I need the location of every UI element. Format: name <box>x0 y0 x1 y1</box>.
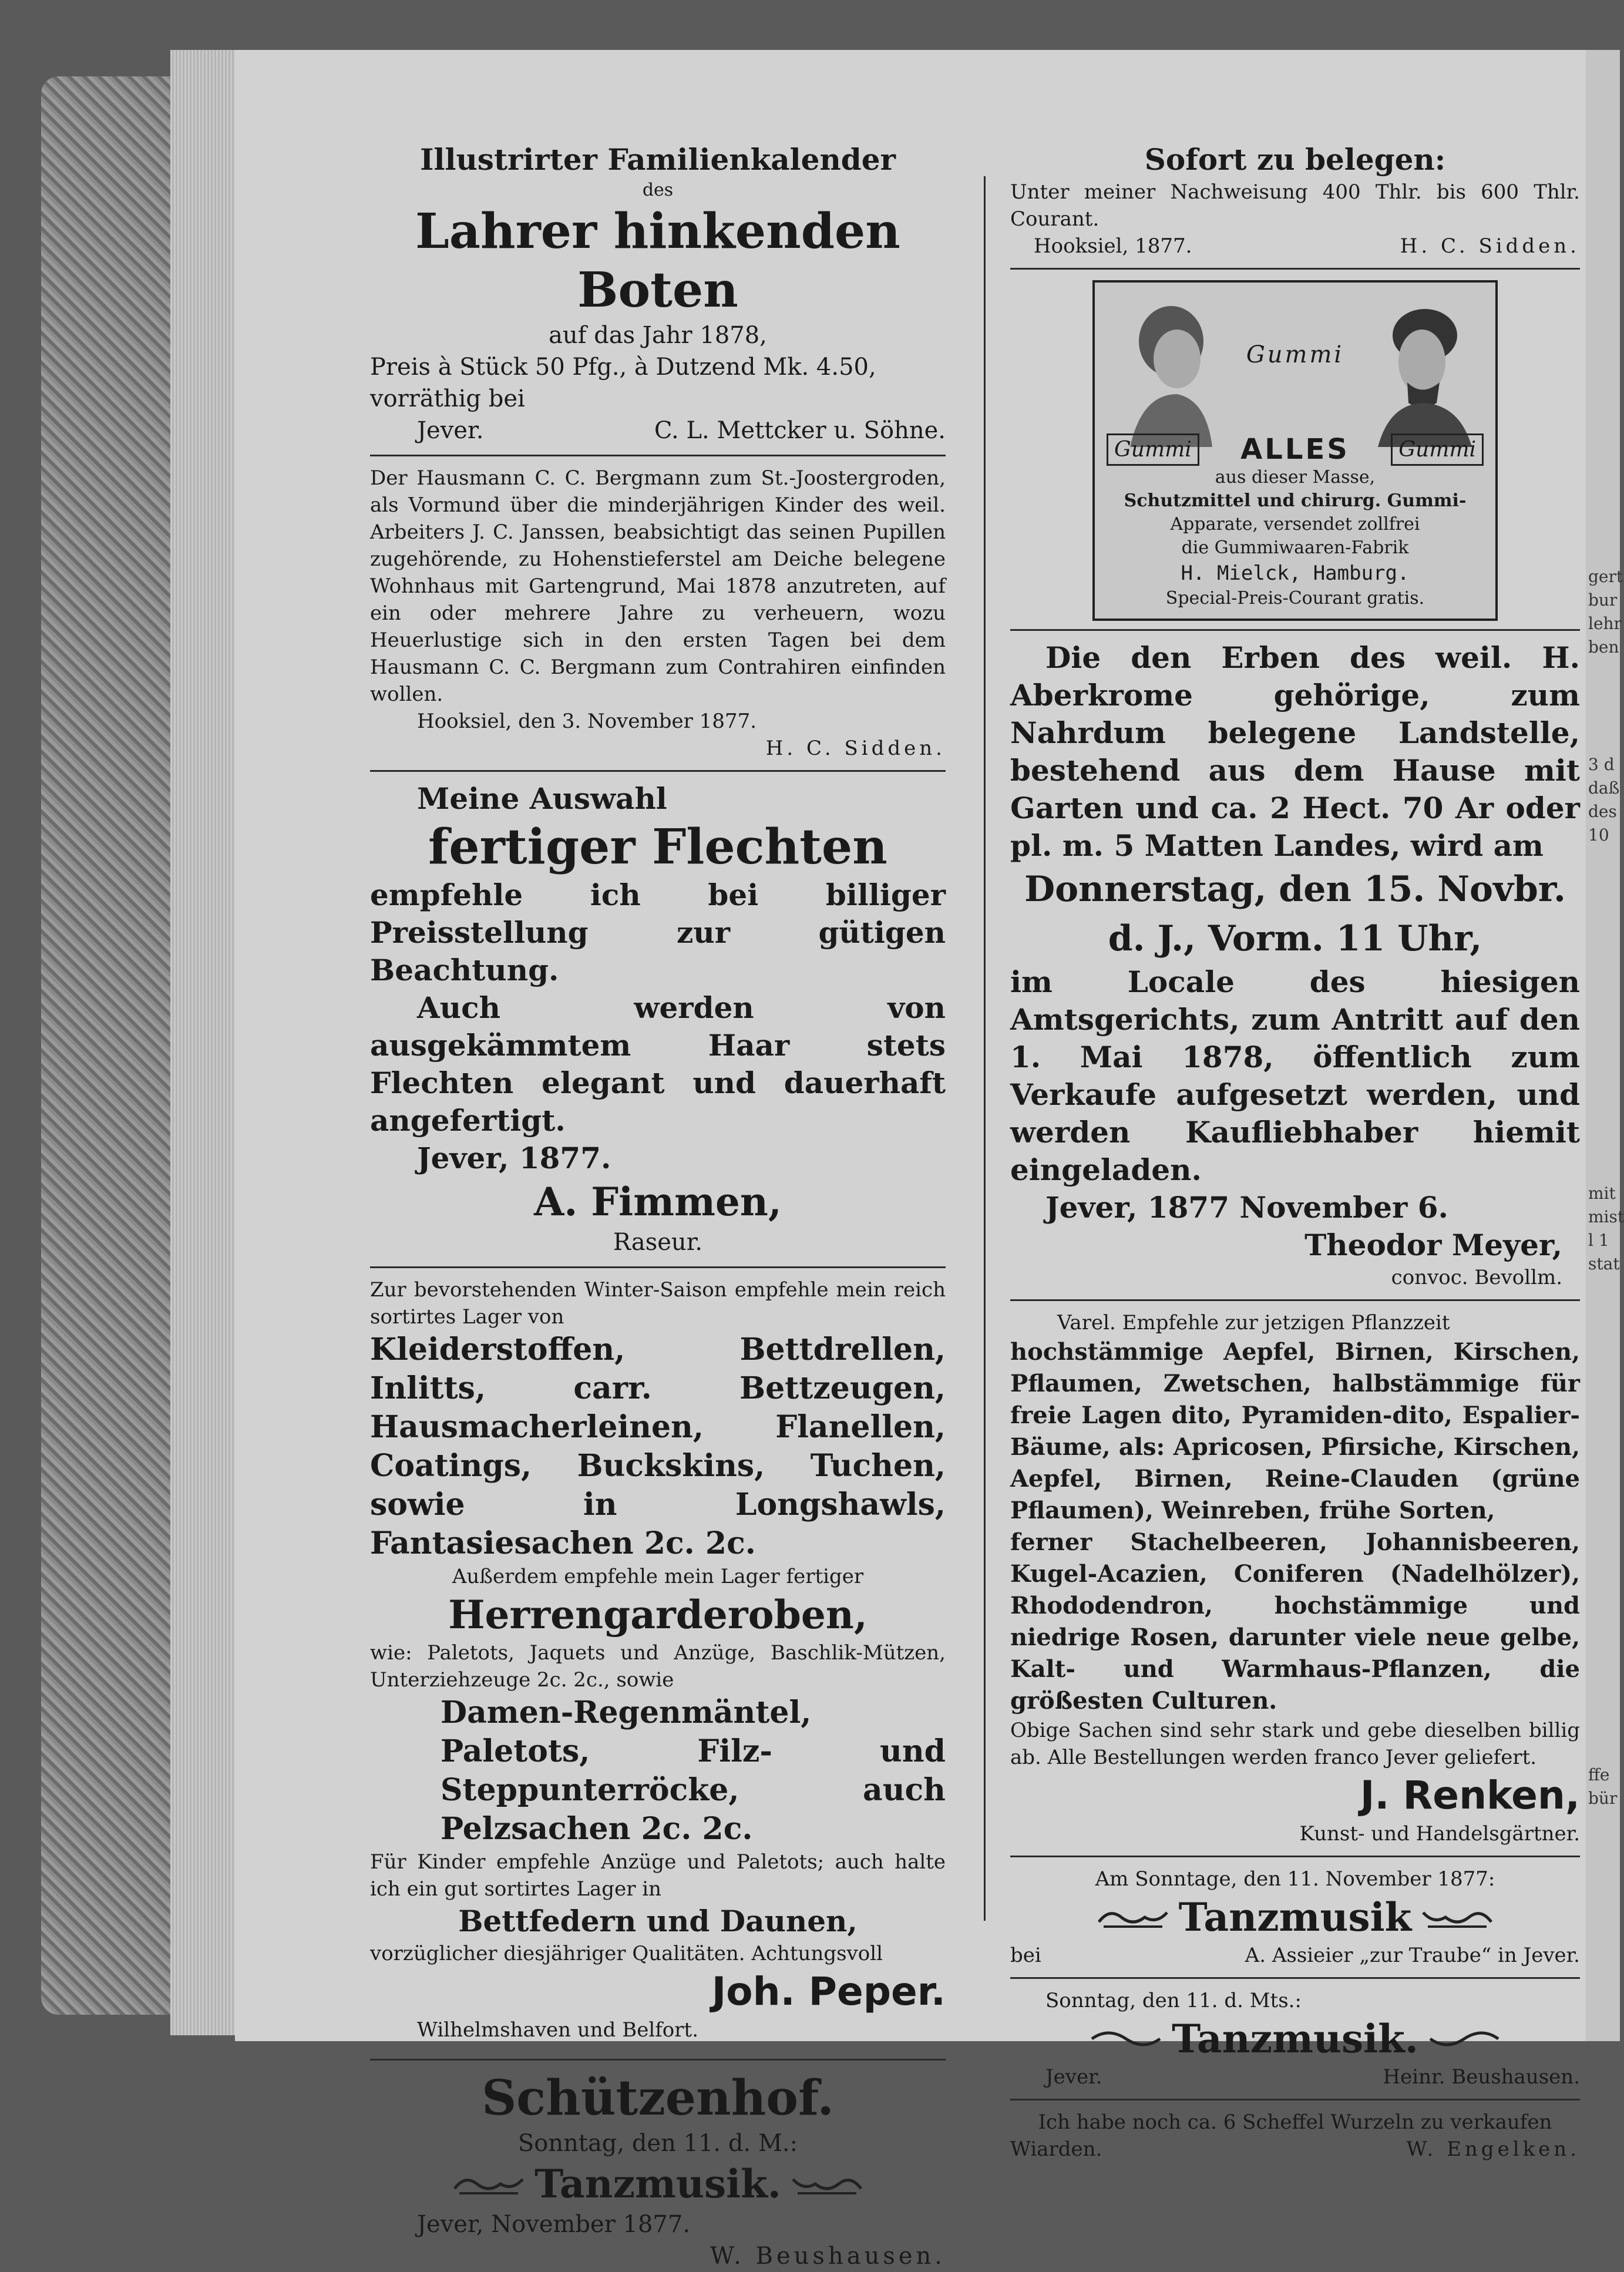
kalender-des: des <box>642 180 674 200</box>
peper-name: Joh. Peper. <box>711 1969 946 2014</box>
gummi-left: Gummi <box>1107 433 1199 466</box>
meyer-place: Jever, 1877 November 6. <box>1045 1190 1448 1225</box>
schuetzenhof-event: Tanzmusik. <box>534 2161 781 2207</box>
gummi-line3: Apparate, versendet zollfrei <box>1170 514 1420 535</box>
strip-text: ffe <box>1588 1765 1610 1784</box>
renken-text: hochstämmige Aepfel, Birnen, Kirschen, Pflaumen, Zwetschen, halbstämmige für freie Lagen dito, Pyramiden-dito, Espalier-Bäume, als: Apricosen, Pfirsiche, Kirschen, Aepfel, Birnen, Reine-Clauden (grüne Pflaumen), Weinreben, frühe Sorten, <box>1010 1338 1580 1524</box>
fimmen-headline: fertiger Flechten <box>428 819 887 875</box>
left-column <box>370 141 946 2272</box>
schuetzenhof-date: Sonntag, den 11. d. M.: <box>517 2130 798 2157</box>
strip-text: bur <box>1588 590 1618 610</box>
gummi-center: ALLES <box>1240 433 1350 466</box>
ad-sofort <box>1010 141 1580 260</box>
renken-name: J. Renken, <box>1360 1773 1580 1818</box>
bergmann-date: Hooksiel, den 3. November 1877. <box>417 710 757 733</box>
kalender-title: Illustrirter Familienkalender <box>420 142 896 177</box>
traube-event-row <box>1010 1893 1580 1942</box>
ad-renken <box>1010 1309 1580 1847</box>
beushausen-sign: Heinr. Beushausen. <box>1383 2065 1580 2089</box>
peper-kinder: Für Kinder empfehle Anzüge und Paletots; auch halte ich ein gut sortirtes Lager in <box>370 1850 946 1901</box>
kalender-place: Jever. <box>417 417 484 444</box>
sofort-title: Sofort zu belegen: <box>1144 142 1446 177</box>
meyer-text: Die den Erben des weil. H. Aberkrome gehörige, zum Nahrdum belegene Landstelle, bestehend aus dem Hause mit Garten und ca. 2 Hect. 70 Ar oder pl. m. 5 Matten Landes, wird am <box>1010 640 1580 863</box>
strip-text: l 1 <box>1588 1231 1609 1250</box>
sofort-sign: H. C. Sidden. <box>1400 234 1580 258</box>
bergmann-text: Der Hausmann C. C. Bergmann zum St.-Joostergroden, als Vormund über die minderjährigen Kinder des weil. Arbeiters J. C. Janssen, beabsichtigt das seinen Pupillen zugehörende, zu Hohenstieferstel am Deiche belegene Wohnhaus mit Gartengrund, Mai 1878 anzutreten, auf ein oder mehrere Jahre zu verheuern, wozu Heuerlustige sich in den ersten Tagen bei dem Hausmann C. C. Bergmann zum Contrahiren einfinden wollen. <box>370 466 946 706</box>
woman-portrait-icon <box>1107 294 1224 447</box>
flourish-right-icon <box>1429 2026 1499 2052</box>
strip-text: ben <box>1588 637 1619 657</box>
divider <box>370 2059 946 2061</box>
peper-headline: Herrengarderoben, <box>448 1592 868 1638</box>
traube-footer <box>1010 1942 1580 1969</box>
meyer-text2: im Locale des hiesigen Amtsgerichts, zum Antritt auf den 1. Mai 1878, öffentlich zum Verkaufe aufgesetzt werden, und werden Kaufliebhaber hiemit eingeladen. <box>1010 964 1580 1187</box>
fimmen-intro: Meine Auswahl <box>417 781 667 816</box>
fimmen-text2: Auch werden von ausgekämmtem Haar stets Flechten elegant und dauerhaft angefertigt. <box>370 990 946 1138</box>
strip-text: mit <box>1588 1184 1616 1203</box>
renken-intro: Varel. Empfehle zur jetzigen Pflanzzeit <box>1057 1311 1450 1335</box>
renken-role: Kunst- und Handelsgärtner. <box>1299 1822 1580 1846</box>
divider <box>370 1266 946 1268</box>
book-binding <box>41 76 176 2015</box>
ad-schuetzenhof <box>370 2069 946 2272</box>
engelken-sign: W. Engelken. <box>1406 2137 1580 2161</box>
ad-kalender <box>370 141 946 446</box>
peper-quality: vorzüglicher diesjähriger Qualitäten. Achtungsvoll <box>370 1942 883 1965</box>
divider <box>1010 1856 1580 1857</box>
strip-text: mist <box>1588 1207 1624 1226</box>
divider <box>1010 268 1580 270</box>
strip-text: 10 <box>1588 825 1609 845</box>
kalender-avail: vorräthig bei <box>370 385 525 412</box>
ad-traube <box>1010 1866 1580 1969</box>
ad-fimmen <box>370 780 946 1258</box>
ad-meyer <box>1010 639 1580 1291</box>
peper-damen: Damen-Regenmäntel, Paletots, Filz- und Steppunterröcke, auch Pelzsachen 2c. 2c. <box>441 1695 946 1847</box>
fimmen-text1: empfehle ich bei billiger Preisstellung zur gütigen Beachtung. <box>370 878 946 987</box>
column-divider <box>984 176 986 1921</box>
bergmann-sign: H. C. Sidden. <box>765 737 946 760</box>
strip-text: bür <box>1588 1789 1618 1808</box>
gummi-right: Gummi <box>1391 433 1484 466</box>
divider <box>1010 629 1580 631</box>
beushausen-event-row <box>1010 2014 1580 2063</box>
man-portrait-icon <box>1366 294 1484 447</box>
gummi-arch: Gummi <box>1246 341 1344 368</box>
traube-date: Am Sonntage, den 11. November 1877: <box>1095 1867 1495 1891</box>
renken-text2: ferner Stachelbeeren, Johannisbeeren, Kugel-Acazien, Coniferen (Nadelhölzer), Rhododendron, hochstämmige und niedrige Rosen, darunter viele neue gelbe, Kalt- und Warmhaus-Pflanzen, die größesten Culturen. <box>1010 1528 1580 1715</box>
gummi-line6: Special-Preis-Courant gratis. <box>1165 588 1425 609</box>
strip-text: lehr <box>1588 614 1622 633</box>
strip-text: stat <box>1588 1254 1620 1273</box>
gummi-line2: Schutzmittel und chirurg. Gummi- <box>1124 490 1467 511</box>
divider <box>1010 1299 1580 1301</box>
strip-text: gert <box>1588 567 1623 586</box>
divider <box>1010 2099 1580 2100</box>
strip-text: 3 d <box>1588 755 1615 774</box>
right-column <box>1010 141 1580 2163</box>
ad-gummi <box>1092 280 1498 621</box>
beushausen-event: Tanzmusik. <box>1172 2016 1418 2062</box>
kalender-price: Preis à Stück 50 Pfg., à Dutzend Mk. 4.50, <box>370 354 876 381</box>
kalender-footer <box>370 415 946 446</box>
peper-place: Wilhelmshaven und Belfort. <box>417 2018 699 2042</box>
engelken-text: Ich habe noch ca. 6 Scheffel Wurzeln zu verkaufen <box>1038 2110 1552 2134</box>
sofort-place: Hooksiel, 1877. <box>1034 234 1192 258</box>
schuetzenhof-place: Jever, November 1877. <box>417 2211 691 2238</box>
kalender-seller: C. L. Mettcker u. Söhne. <box>654 417 946 444</box>
engelken-place: Wiarden. <box>1010 2137 1102 2161</box>
adjacent-page-strip <box>1586 50 1624 2041</box>
beushausen-footer <box>1010 2063 1580 2090</box>
meyer-role: convoc. Bevollm. <box>1391 1266 1562 1289</box>
gummi-row <box>1107 433 1484 466</box>
engelken-footer <box>1010 2136 1580 2163</box>
ad-engelken <box>1010 2109 1580 2163</box>
traube-bei: bei <box>1010 1944 1041 1967</box>
peper-intro: Zur bevorstehenden Winter-Saison empfehle mein reich sortirtes Lager von <box>370 1278 946 1329</box>
peper-also: Außerdem empfehle mein Lager fertiger <box>452 1565 864 1588</box>
flourish-left-icon <box>453 2171 524 2197</box>
sofort-text: Unter meiner Nachweisung 400 Thlr. bis 600 Thlr. Courant. <box>1010 180 1580 231</box>
flourish-right-icon <box>1422 1904 1492 1930</box>
traube-event: Tanzmusik <box>1178 1894 1412 1940</box>
renken-text3: Obige Sachen sind sehr stark und gebe dieselben billig ab. Alle Bestellungen werden franco Jever geliefert. <box>1010 1719 1580 1769</box>
fimmen-role: Raseur. <box>613 1229 703 1256</box>
divider <box>370 770 946 772</box>
peper-federn: Bettfedern und Daunen, <box>458 1904 858 1938</box>
page-edges <box>170 50 235 2035</box>
meyer-date2: d. J., Vorm. 11 Uhr, <box>1108 918 1482 959</box>
gummi-line1: aus dieser Masse, <box>1215 467 1376 488</box>
beushausen-date: Sonntag, den 11. d. Mts.: <box>1045 1989 1302 2012</box>
meyer-name: Theodor Meyer, <box>1304 1228 1562 1262</box>
ad-bergmann <box>370 465 946 762</box>
peper-items: Kleiderstoffen, Bettdrellen, Inlitts, carr. Bettzeugen, Hausmacherleinen, Flanellen, Coatings, Buckskins, Tuchen, sowie in Longshawls, Fantasiesachen 2c. 2c. <box>370 1332 946 1561</box>
beushausen-place: Jever. <box>1045 2065 1102 2089</box>
divider <box>1010 1977 1580 1979</box>
sofort-footer <box>1010 233 1580 260</box>
strip-text: des <box>1588 802 1617 821</box>
flourish-left-icon <box>1098 1904 1168 1930</box>
fimmen-place: Jever, 1877. <box>417 1141 611 1175</box>
ad-beushausen <box>1010 1987 1580 2090</box>
peper-wie: wie: Paletots, Jaquets und Anzüge, Baschlik-Mützen, Unterziehzeuge 2c. 2c., sowie <box>370 1641 946 1692</box>
flourish-right-icon <box>792 2171 862 2197</box>
gummi-line5: H. Mielck, Hamburg. <box>1181 562 1410 585</box>
ad-peper <box>370 1276 946 2044</box>
flourish-left-icon <box>1091 2026 1161 2052</box>
kalender-year: auf das Jahr 1878, <box>549 322 767 349</box>
kalender-name: Lahrer hinkenden Boten <box>415 203 900 318</box>
fimmen-name: A. Fimmen, <box>534 1179 782 1225</box>
meyer-date1: Donnerstag, den 15. Novbr. <box>1024 869 1566 910</box>
traube-host: A. Assieier „zur Traube“ in Jever. <box>1245 1944 1580 1967</box>
divider <box>370 455 946 456</box>
strip-text: daß <box>1588 778 1620 798</box>
schuetzenhof-sign: W. Beushausen. <box>710 2243 946 2270</box>
schuetzenhof-title: Schützenhof. <box>482 2070 834 2126</box>
schuetzenhof-event-row <box>370 2159 946 2209</box>
gummi-line4: die Gummiwaaren-Fabrik <box>1181 537 1409 558</box>
